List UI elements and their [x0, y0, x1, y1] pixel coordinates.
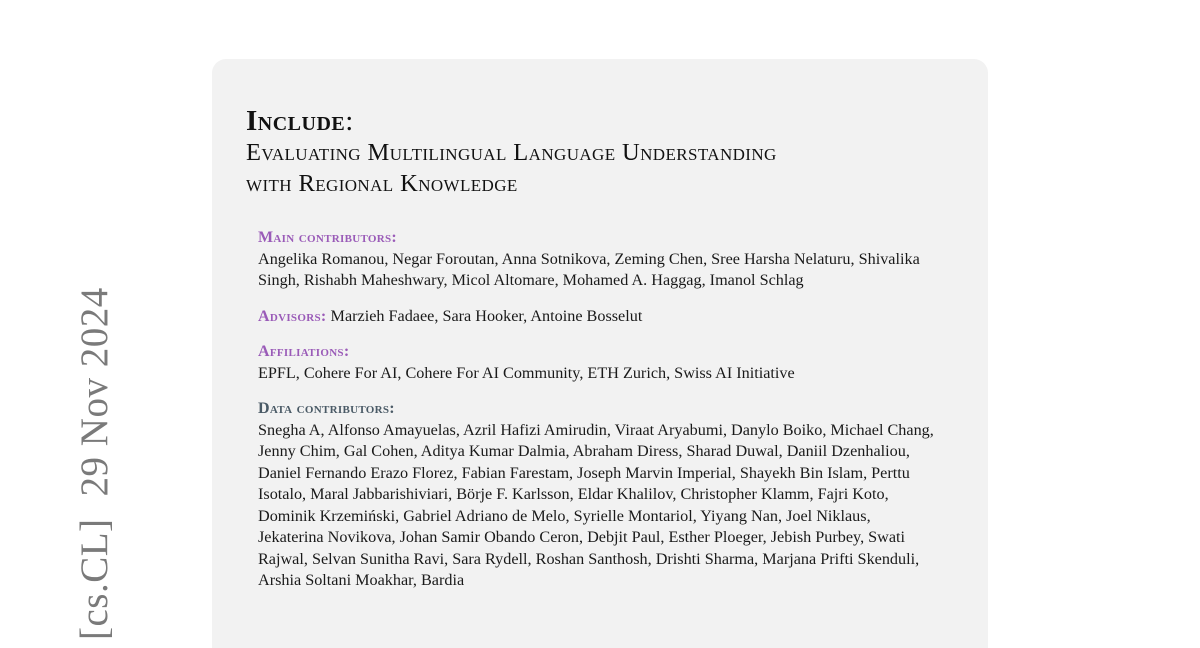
main-contributors-label: Main contributors:: [258, 229, 398, 246]
main-contributors-text: Angelika Romanou, Negar Foroutan, Anna Sotnikova, Zeming Chen, Sree Harsha Nelaturu, Shivalika Singh, Rishabh Maheshwary, Micol Altomare, Mohamed A. Haggag, Imanol Schlag: [258, 249, 920, 289]
advisors-section: [258, 306, 938, 328]
affiliations-label: Affiliations:: [258, 343, 350, 360]
paper-title-name: Include: [246, 105, 346, 137]
title-block: [246, 105, 966, 199]
paper-subtitle-line-2: with Regional Knowledge: [246, 170, 518, 197]
paper-title: [246, 105, 966, 137]
paper-title-card: [212, 59, 988, 648]
arxiv-date: 29 Nov 2024: [73, 287, 116, 497]
advisors-text: Marzieh Fadaee, Sara Hooker, Antoine Bosselut: [330, 306, 643, 325]
contributor-sections: [258, 227, 938, 606]
affiliations-section: [258, 341, 938, 384]
main-contributors-section: [258, 227, 938, 292]
data-contributors-text: Snegha A, Alfonso Amayuelas, Azril Hafizi Amirudin, Viraat Aryabumi, Danylo Boiko, Michael Chang, Jenny Chim, Gal Cohen, Aditya Kumar Dalmia, Abraham Diress, Sharad Duwal, Daniil Dzenhaliou, Daniel Fernando Erazo Florez, Fabian Farestam, Joseph Marvin Imperial, Shayekh Bin Islam, Perttu Isotalo, Maral Jabbarishiviari, Börje F. Karlsson, Eldar Khalilov, Christopher Klamm, Fajri Koto, Dominik Krzemiński, Gabriel Adriano de Melo, Syrielle Montariol, Yiyang Nan, Joel Niklaus, Jekaterina Novikova, Johan Samir Obando Ceron, Debjit Paul, Esther Ploeger, Jebish Purbey, Swati Rajwal, Selvan Sunitha Ravi, Sara Rydell, Roshan Santhosh, Drishti Sharma, Marjana Prifti Skenduli, Arshia Soltani Moakhar, Bardia: [258, 420, 934, 589]
arxiv-category: [cs.CL]: [73, 518, 116, 640]
affiliations-text: EPFL, Cohere For AI, Cohere For AI Community, ETH Zurich, Swiss AI Initiative: [258, 363, 795, 382]
paper-subtitle-line-1: Evaluating Multilingual Language Understanding: [246, 139, 777, 166]
data-contributors-label: Data contributors:: [258, 400, 395, 417]
advisors-label: Advisors:: [258, 307, 327, 325]
data-contributors-section: [258, 398, 938, 592]
paper-title-colon: :: [345, 105, 354, 137]
arxiv-side-stamp: [72, 287, 117, 640]
